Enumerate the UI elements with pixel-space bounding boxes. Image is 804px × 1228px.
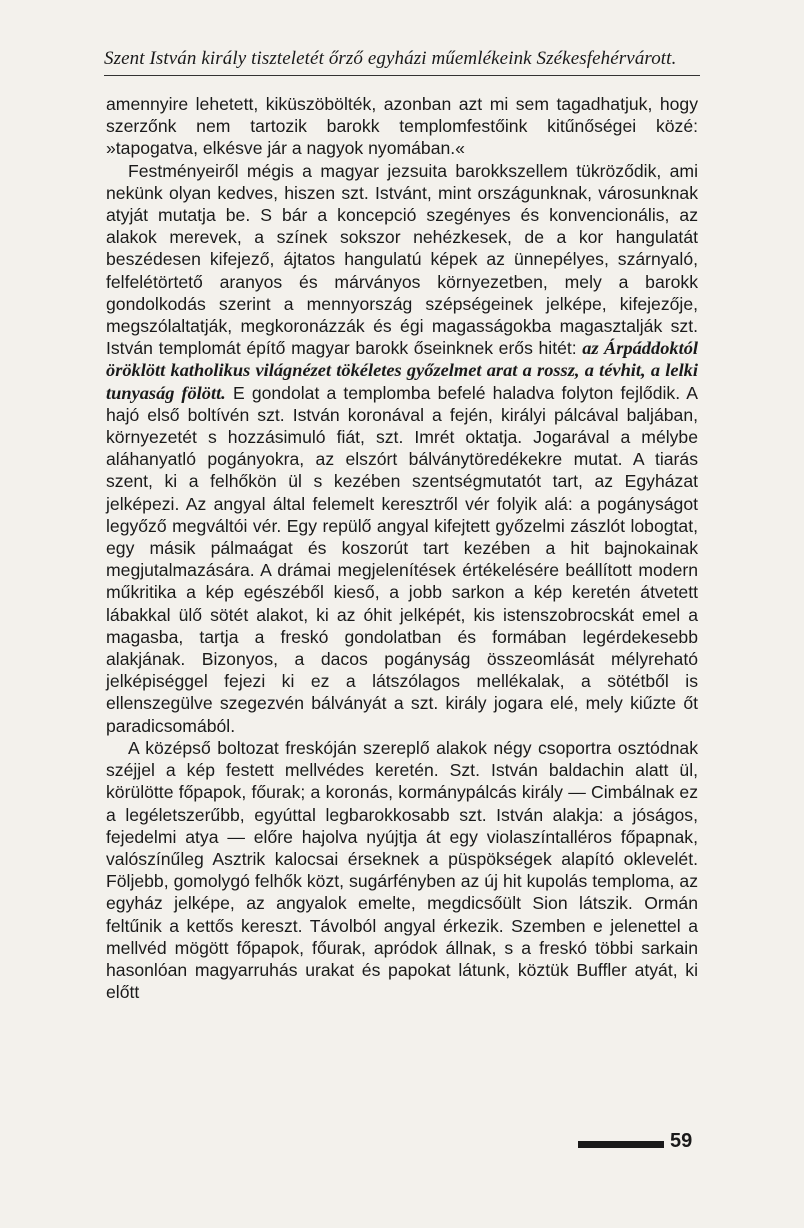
paragraph-2-text-a: Festményeiről mégis a magyar jezsuita barokkszellem tükröződik, ami nekünk olyan kedves, hiszen szt. Istvánt, mint országunknak, városunknak atyját mutatja be. S bár a koncepció szegényes és konvencionális, az alakok merevek, a színek sokszor nehézkesek, de a kor hangulatát beszédesen kifejező, ájtatos hangulatú képek az ünnepélyes, szárnyaló, felfelétörtető aranyos és márványos környezetben, mely a barokk gondolkodás szerint a mennyország szépségeinek jelképe, kifejezője, megszólaltatják, megkoronázzák és égi magasságokba magasztalják szt. István templomát építő magyar barokk őseinknek erős hitét: <box>106 160 698 359</box>
page-number: 59 <box>670 1130 693 1152</box>
paragraph-3: A középső boltozat freskóján szereplő alakok négy csoportra osztódnak széjjel a kép festett mellvédes keretén. Szt. István baldachin alatt ül, körülötte főpapok, főurak; a koronás, kormánypálcás király — Cimbálnak ez a legéletszerűbb, egyúttal legbarokkosabb szt. István alakja: a jóságos, fejedelmi atya — előre hajolva nyújtja át egy violaszíntalléros főpapnak, valószínűleg Asztrik kalocsai érseknek a püspökségek alapító oklevelét. Följebb, gomolygó felhők közt, sugárfényben az új hit kupolás temploma, az egyház jelképe, az angyalok emelte, megdicsőült Sion látszik. Ormán feltűnik a kettős kereszt. Távolból angyal érkezik. Szemben e jelenettel a mellvéd mögött főpapok, főurak, apródok állnak, s a freskó többi sarkain hasonlóan magyarruhás urakat és papokat látunk, köztük Buffler atyát, ki előtt <box>106 737 698 1003</box>
running-header: Szent István király tiszteletét őrző egyházi műemlékeink Székesfehérvárott. <box>104 48 677 69</box>
paragraph-2-emphasis: az Árpáddoktól öröklött katholikus világnézet tökéletes győzelmet arat a rossz, a tévhit, a lelki tunyaság fölött. <box>106 338 698 403</box>
paragraph-2-text-b: E gondolat a templomba befelé haladva folyton fejlődik. A hajó első boltívén szt. István koronával a fején, királyi pálcával baljában, környezetét s hozzásimuló fiát, szt. Imrét oktatja. Jogarával a mélybe aláhanyatló pogányokra, az elszórt bálványtöredékekre mutat. A tiarás szent, ki a felhőkön ül s kezében szentségmutatót tart, az Egyházat jelképezi. Az angyal által felemelt keresztről vér folyik alá: a pogányságot legyőző megváltói vér. Egy repülő angyal kifejtett győzelmi zászlót lobogtat, egy másik pálmaágat és koszorút tart kezében a hit bajnokainak megjutalmazására. A drámai megjelenítések értékelésére beállított modern műkritika a kép egészéből kieső, a jobb sarkon a kép keretén átvetett lábakkal ülő sötét alakot, ki az óhit jelképét, kis istenszobrocskát emel a magasba, tartja a freskó gondolatban és formában legérdekesebb alakjának. Bizonyos, a dacos pogányság összeomlását mélyreható jelképiséggel fejezi ki ez a látszólagos mellékalak, a sötétből is ellenszegülve szegezvén bálványát a szt. király jogara elé, mely kiűzte őt paradicsomából. <box>106 382 699 736</box>
header-rule <box>104 75 700 76</box>
body-text <box>106 93 698 1003</box>
footer-bar <box>578 1141 664 1148</box>
paragraph-1: amennyire lehetett, kiküszöbölték, azonban azt mi sem tagadhatjuk, hogy szerzőnk nem tartozik barokk templomfestőink kitűnőségei közé: »tapogatva, elkésve jár a nagyok nyomában.« <box>106 94 698 159</box>
paragraph-2 <box>106 160 698 737</box>
